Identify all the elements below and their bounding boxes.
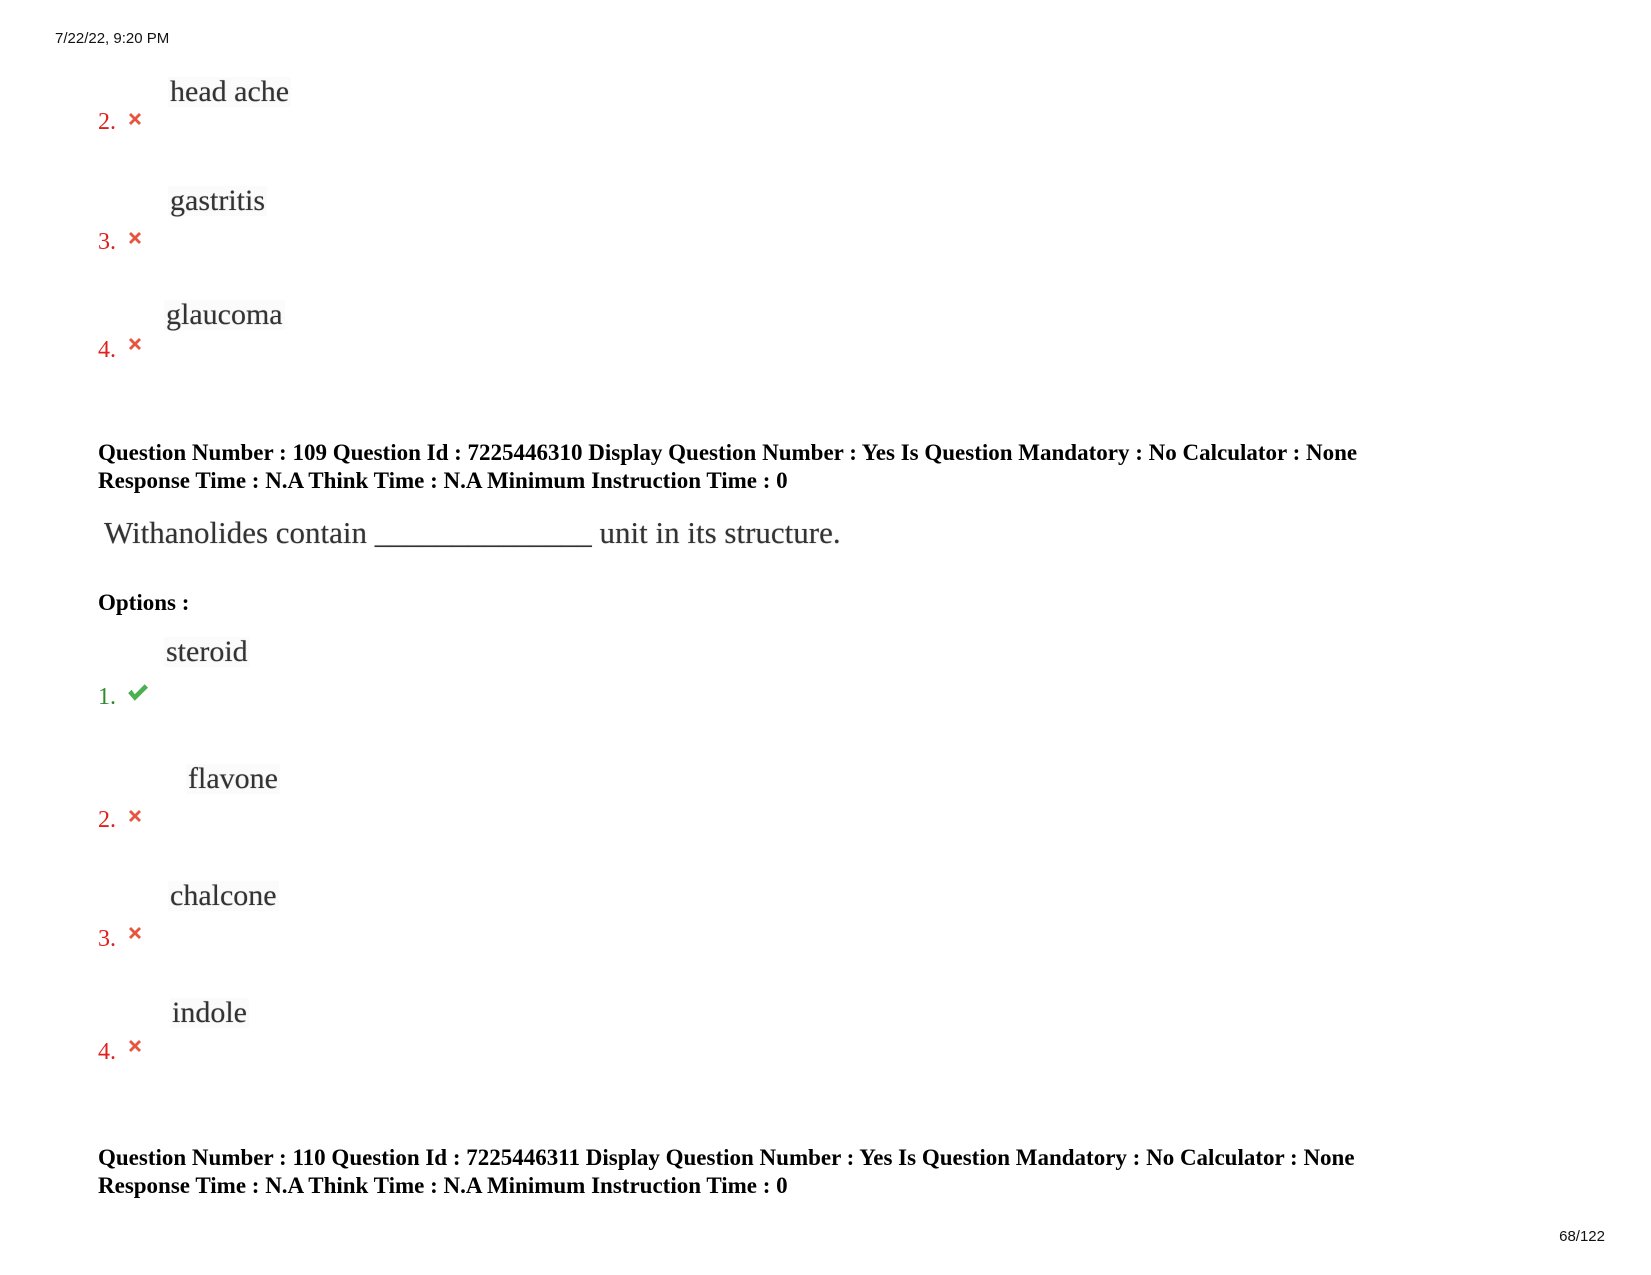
cross-icon	[125, 923, 145, 943]
option-number: 4.	[98, 337, 116, 363]
question-meta-line-2: Response Time : N.A Think Time : N.A Minimum Instruction Time : 0	[98, 468, 788, 493]
option-text: flavone	[188, 762, 278, 795]
question-meta-line-2: Response Time : N.A Think Time : N.A Minimum Instruction Time : 0	[98, 1173, 788, 1198]
option-number: 4.	[98, 1039, 116, 1065]
question-meta-line-1: Question Number : 110 Question Id : 7225446311 Display Question Number : Yes Is Question Mandatory : No Calculator : None	[98, 1145, 1355, 1170]
option-text: chalcone	[170, 879, 277, 912]
page-timestamp: 7/22/22, 9:20 PM	[55, 30, 170, 47]
prev-option-2	[98, 72, 498, 152]
option-text: steroid	[166, 635, 248, 668]
cross-icon	[125, 334, 145, 354]
page-number: 68/122	[1559, 1228, 1605, 1245]
q109-option-2	[98, 764, 498, 844]
prev-option-3	[98, 186, 498, 266]
question-109-stem: Withanolides contain ______________ unit in its structure.	[104, 515, 841, 550]
option-text: head ache	[170, 75, 290, 108]
cross-icon	[125, 228, 145, 248]
cross-icon	[125, 109, 145, 129]
question-meta-line-1: Question Number : 109 Question Id : 7225446310 Display Question Number : Yes Is Question Mandatory : No Calculator : None	[98, 440, 1358, 465]
options-label: Options :	[98, 590, 190, 615]
question-109-meta	[98, 439, 1598, 495]
option-number: 2.	[98, 807, 116, 833]
cross-icon	[125, 806, 145, 826]
option-number: 2.	[98, 109, 116, 135]
option-text: indole	[172, 996, 247, 1029]
prev-option-4	[98, 300, 498, 380]
option-number: 3.	[98, 229, 116, 255]
q109-option-4	[98, 998, 498, 1078]
q109-option-1	[98, 637, 498, 717]
cross-icon	[125, 1036, 145, 1056]
question-110-meta	[98, 1144, 1598, 1200]
option-number: 1.	[98, 684, 116, 710]
option-text: glaucoma	[166, 298, 283, 331]
option-number: 3.	[98, 926, 116, 952]
option-text: gastritis	[170, 184, 265, 217]
q109-option-3	[98, 881, 498, 961]
check-icon	[125, 681, 149, 703]
